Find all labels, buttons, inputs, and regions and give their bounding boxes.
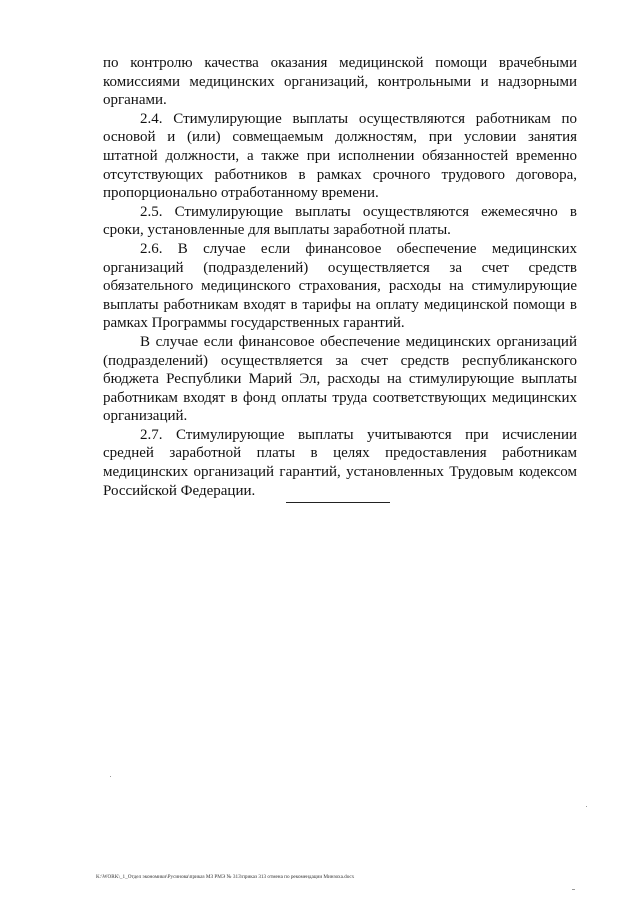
end-divider-line [286,502,390,503]
scan-speck [110,776,111,777]
paragraph-2-7: 2.7. Стимулирующие выплаты учитываются при исчислении средней заработной платы в целях предоставления работникам медицинских организаций гарантий, установленных Трудовым кодексом Российской Федерации. [103,426,577,499]
paragraph-2-5: 2.5. Стимулирующие выплаты осуществляются ежемесячно в сроки, установленные для выплаты заработной платы. [103,203,577,239]
footer-file-path: K:\WORK\_1_Отдел экономики\Русинова\приказ МЗ РМЭ № 313\приказ 313 отмена по рекомендации Минзоха.docx [96,874,355,880]
scan-speck [586,806,587,807]
scan-speck [572,889,575,890]
paragraph-2-4: 2.4. Стимулирующие выплаты осуществляются работникам по основой и (или) совмещаемым должностям, при условии занятия штатной должности, а также при исполнении обязанностей временно отсутствующих работников в рамках срочного трудового договора, пропорционально отработанному времени. [103,110,577,202]
paragraph-2-6-republic-budget: В случае если финансовое обеспечение медицинских организаций (подразделений) осуществляется за счет средств республиканского бюджета Республики Марий Эл, расходы на стимулирующие выплаты работникам входят в фонд оплаты труда соответствующих медицинских организаций. [103,333,577,425]
document-body [103,54,577,500]
paragraph-2-6: 2.6. В случае если финансовое обеспечение медицинских организаций (подразделений) осуществляется за счет средств обязательного медицинского страхования, расходы на стимулирующие выплаты работникам входят в тарифы на оплату медицинской помощи в рамках Программы государственных гарантий. [103,240,577,332]
paragraph-continuation: по контролю качества оказания медицинской помощи врачебными комиссиями медицинских организаций, контрольными и надзорными органами. [103,55,577,109]
